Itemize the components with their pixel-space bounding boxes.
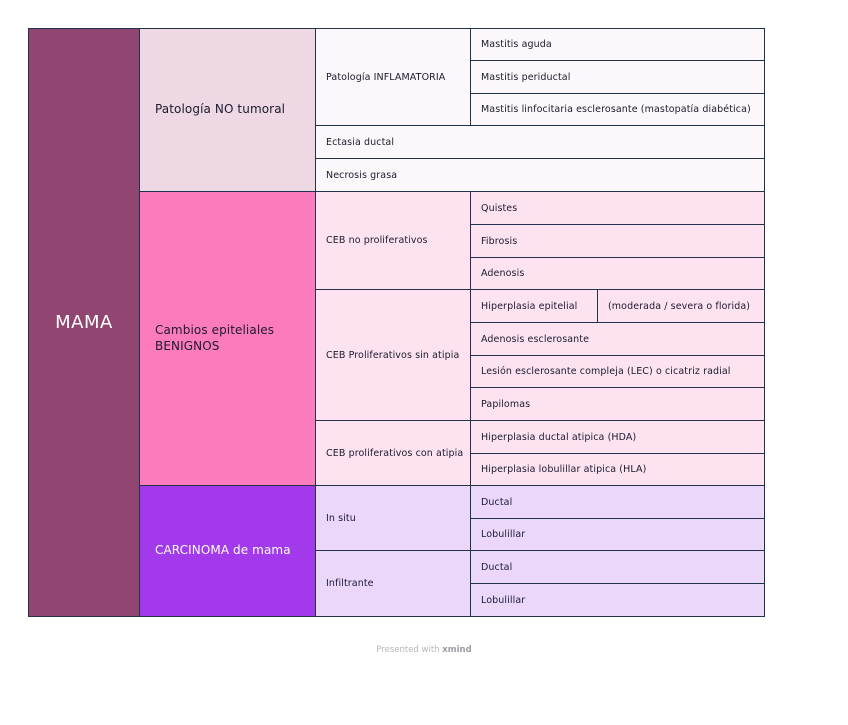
group-benignos-label-line2: BENIGNOS (155, 338, 220, 353)
leaf-adenosis-esclerosante (471, 323, 765, 356)
xmind-logo: xmind (442, 645, 472, 655)
node-infiltrante (316, 551, 471, 617)
group-no-tumoral-label: Patología NO tumoral (155, 102, 286, 117)
node-ectasia-ductal (316, 126, 765, 159)
node-necrosis-grasa (316, 159, 765, 192)
group-benignos (140, 192, 316, 486)
leaf-hiperplasia-lobulillar-atipica (471, 454, 765, 486)
leaf-fibrosis (471, 225, 765, 258)
leaf-label: Adenosis (481, 268, 525, 279)
node-ceb-proliferativos-con-atipia-label: CEB proliferativos con atipia (326, 447, 464, 459)
node-inflamatoria-label: Patología INFLAMATORIA (326, 71, 446, 83)
leaf-label: Mastitis linfocitaria esclerosante (mastopatía diabética) (481, 104, 751, 115)
leaf-label: Lobulillar (481, 529, 526, 540)
node-ceb-no-proliferativos-label: CEB no proliferativos (326, 235, 428, 246)
node-ceb-proliferativos-sin-atipia-label: CEB Proliferativos sin atipia (326, 349, 460, 361)
leaf-label: Hiperplasia epitelial (481, 300, 578, 312)
node-infiltrante-label: Infiltrante (326, 578, 374, 589)
leaf-infiltrante-ductal (471, 551, 765, 584)
footer-presented-with (0, 645, 848, 655)
leaf-label: Mastitis aguda (481, 39, 552, 50)
leaf-label: Ductal (481, 496, 513, 508)
group-benignos-label-line1: Cambios epiteliales (155, 322, 275, 337)
leaf-mastitis-aguda (471, 28, 765, 61)
node-ceb-proliferativos-sin-atipia (316, 290, 471, 421)
node-in-situ (316, 486, 471, 551)
group-benignos-label (155, 323, 274, 354)
root-node-mama (28, 28, 140, 617)
node-ectasia-ductal-label: Ectasia ductal (326, 136, 395, 148)
node-ceb-proliferativos-con-atipia (316, 421, 471, 486)
leaf-hiperplasia-epitelial (471, 290, 598, 323)
leaf-label: Hiperplasia ductal atipica (HDA) (481, 431, 637, 443)
leaf-papilomas (471, 388, 765, 421)
leaf-label: Adenosis esclerosante (481, 333, 590, 345)
leaf-label: (moderada / severa o florida) (608, 300, 751, 312)
leaf-label: Lobulillar (481, 594, 526, 606)
leaf-label: Hiperplasia lobulillar atipica (HLA) (481, 464, 647, 475)
node-in-situ-label: In situ (326, 512, 356, 524)
group-carcinoma-label: CARCINOMA de mama (155, 543, 291, 558)
leaf-label: Quistes (481, 202, 518, 214)
leaf-mastitis-linfocitaria (471, 94, 765, 126)
leaf-mastitis-periductal (471, 61, 765, 94)
node-necrosis-grasa-label: Necrosis grasa (326, 169, 398, 181)
footer-prefix: Presented with (376, 645, 440, 655)
leaf-in-situ-lobulillar (471, 519, 765, 551)
leaf-label: Fibrosis (481, 235, 518, 247)
node-inflamatoria (316, 28, 471, 126)
leaf-label: Mastitis periductal (481, 71, 571, 83)
leaf-adenosis (471, 258, 765, 290)
leaf-in-situ-ductal (471, 486, 765, 519)
leaf-quistes (471, 192, 765, 225)
group-no-tumoral (140, 28, 316, 192)
root-label: MAMA (55, 312, 113, 333)
leaf-label: Papilomas (481, 398, 531, 410)
leaf-label: Lesión esclerosante compleja (LEC) o cicatriz radial (481, 366, 731, 377)
leaf-infiltrante-lobulillar (471, 584, 765, 617)
leaf-hiperplasia-detail (598, 290, 765, 323)
leaf-label: Ductal (481, 561, 513, 573)
leaf-lesion-esclerosante (471, 356, 765, 388)
node-ceb-no-proliferativos (316, 192, 471, 290)
leaf-hiperplasia-ductal-atipica (471, 421, 765, 454)
group-carcinoma (140, 486, 316, 617)
